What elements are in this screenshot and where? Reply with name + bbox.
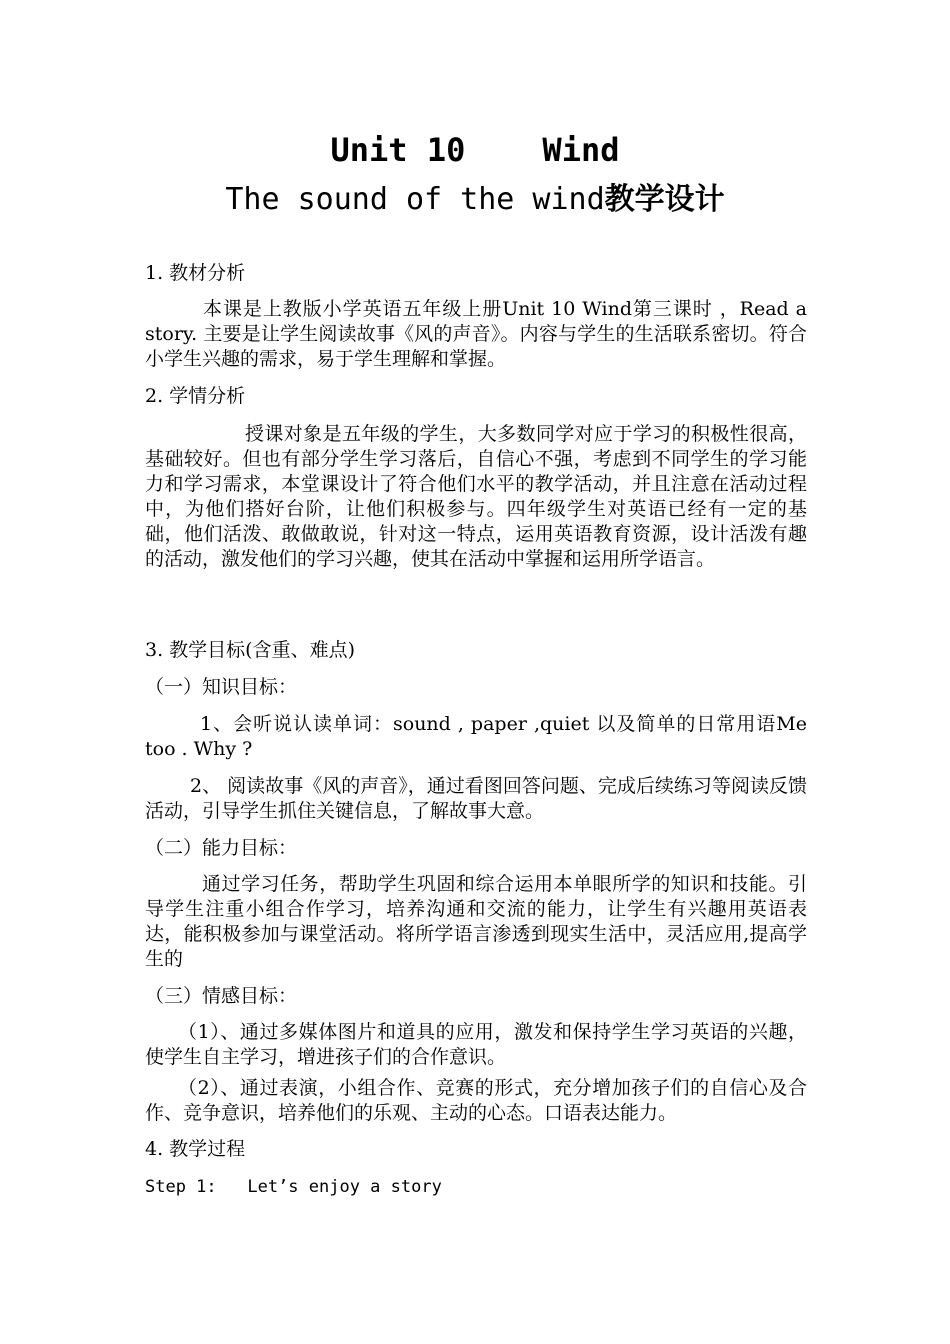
ability-goals-paragraph: 通过学习任务，帮助学生巩固和综合运用本单眼所学的知识和技能。引导学生注重小组合作学习，培养沟通和交流的能力，让学生有兴趣用英语表达，能积极参加与课堂活动。将所学语言渗透到现实生活中，灵活应用,提高学生的	[145, 873, 807, 970]
knowledge-goal-1: 1、会听说认读单词：sound , paper ,quiet 以及简单的日常用语Me too . Why ?	[145, 713, 807, 760]
section-2-paragraph: 授课对象是五年级的学生，大多数同学对应于学习的积极性很高，基础较好。但也有部分学生学习落后，自信心不强，考虑到不同学生的学习能力和学习需求，本堂课设计了符合他们水平的教学活动，并且注意在活动过程中，为他们搭好台阶，让他们积极参与。四年级学生对英语已经有一定的基础，他们活泼、敢做敢说，针对这一特点，运用英语教育资源，设计活泼有趣的活动，激发他们的学习兴趣，使其在活动中掌握和运用所学语言。	[145, 423, 807, 570]
title-unit: Unit 10 Wind	[330, 131, 620, 169]
section-2-heading: 2. 学情分析	[145, 385, 246, 407]
step-1-label: Step 1: Let’s enjoy a story	[145, 1177, 442, 1197]
title-lesson	[0, 176, 950, 224]
ability-goals-label: （二）能力目标：	[145, 837, 298, 859]
knowledge-goals-label: （一）知识目标：	[145, 676, 298, 698]
section-3-heading: 3. 教学目标(含重、难点)	[145, 639, 355, 661]
title-lesson-english: The sound of the wind	[225, 182, 605, 217]
section-1-heading: 1. 教材分析	[145, 262, 246, 284]
section-4-heading: 4. 教学过程	[145, 1138, 246, 1160]
emotion-goal-1: （1）、通过多媒体图片和道具的应用，激发和保持学生学习英语的兴趣，使学生自主学习，增进孩子们的合作意识。	[145, 1021, 807, 1068]
emotion-goals-label: （三）情感目标：	[145, 985, 298, 1007]
knowledge-goal-2: 2、 阅读故事《风的声音》，通过看图回答问题、完成后续练习等阅读反馈活动，引导学生抓住关键信息，了解故事大意。	[145, 775, 807, 822]
emotion-goal-2: （2）、通过表演，小组合作、竞赛的形式，充分增加孩子们的自信心及合作、竞争意识，培养他们的乐观、主动的心态。口语表达能力。	[145, 1077, 807, 1124]
title-lesson-chinese: 教学设计	[604, 182, 725, 217]
section-1-paragraph: 本课是上教版小学英语五年级上册Unit 10 Wind第三课时 ，Read a story. 主要是让学生阅读故事《风的声音》。内容与学生的生活联系密切。符合小学生兴趣的需求，易于学生理解和掌握。	[145, 298, 807, 370]
